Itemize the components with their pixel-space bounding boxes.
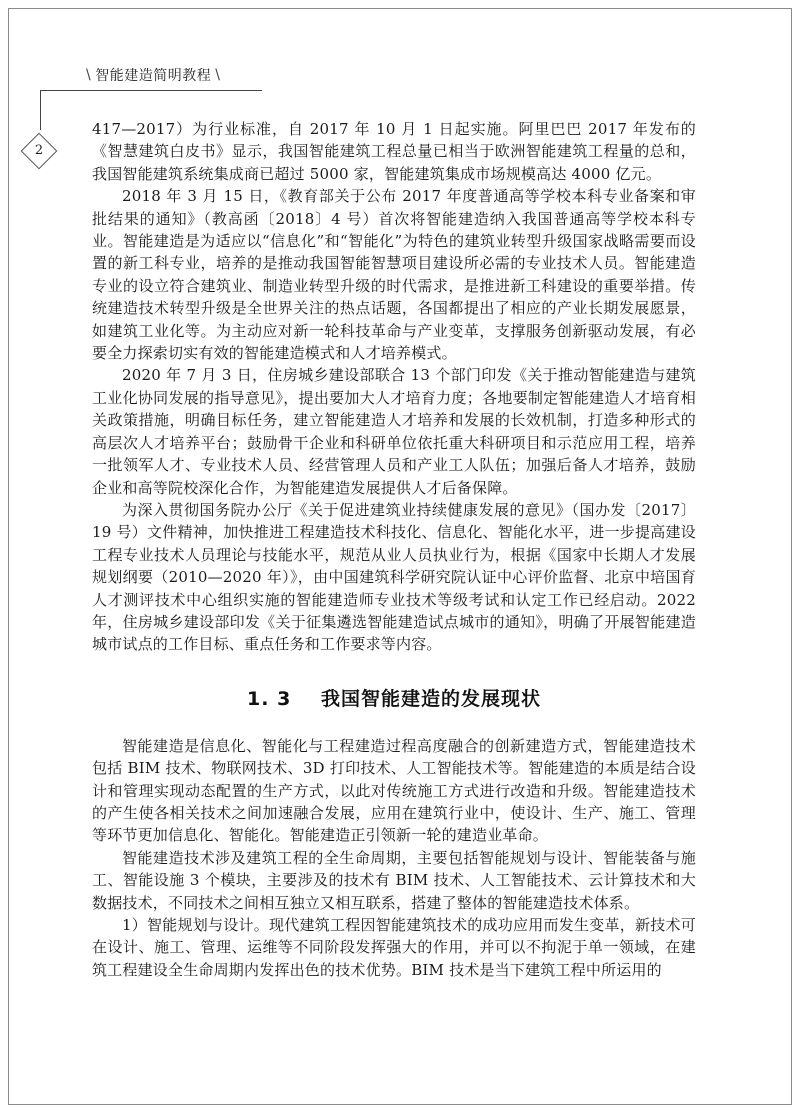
section-heading — [92, 684, 696, 711]
paragraph: 为深入贯彻国务院办公厅《关于促进建筑业持续健康发展的意见》（国办发〔2017〕19 号）文件精神，加快推进工程建造技术科技化、信息化、智能化水平，进一步提高建设工程专业技术人员理论与技能水平，规范从业人员执业行为，根据《国家中长期人才发展规划纲要（2010—2020 年）》，由中国建筑科学研究院认证中心评价监督、北京中培国育人才测评技术中心组织实施的智能建造师专业技术等级考试和认定工作已经启动。2022 年，住房城乡建设部印发《关于征集遴选智能建造试点城市的通知》，明确了开展智能建造城市试点的工作目标、重点任务和工作要求等内容。 — [92, 500, 696, 654]
paragraph: 1）智能规划与设计。现代建筑工程因智能建筑技术的成功应用而发生变革，新技术可在设计、施工、管理、运维等不同阶段发挥强大的作用，并可以不拘泥于单一领域，在建筑工程建设全生命周期内发挥出色的技术优势。BIM 技术是当下建筑工程中所运用的 — [92, 916, 696, 979]
header-slash-left: \ — [86, 67, 92, 83]
section-title: 我国智能建造的发展现状 — [320, 687, 541, 710]
header-vertical-rule — [40, 90, 41, 130]
paragraph: 智能建造技术涉及建筑工程的全生命周期，主要包括智能规划与设计、智能装备与施工、智能设施 3 个模块，主要涉及的技术有 BIM 技术、人工智能技术、云计算技术和大数据技术，不同技术之间相互独立又相互联系，搭建了整体的智能建造技术体系。 — [92, 848, 696, 912]
paragraph: 智能建造是信息化、智能化与工程建造过程高度融合的创新建造方式，智能建造技术包括 BIM 技术、物联网技术、3D 打印技术、人工智能技术等。智能建造的本质是结合设计和管理实现动态配置的生产方式，以此对传统施工方式进行改造和升级。智能建造技术的产生使各相关技术之间加速融合发展，应用在建筑行业中，使设计、生产、施工、管理等环节更加信息化、智能化。智能建造正引领新一轮的建造业革命。 — [92, 736, 696, 845]
header-rule — [40, 90, 262, 91]
header-slash-right: \ — [215, 67, 221, 83]
running-header — [82, 64, 224, 86]
page-number: 2 — [34, 143, 44, 158]
paragraph-continued: 417—2017）为行业标准，自 2017 年 10 月 1 日起实施。阿里巴巴 2017 年发布的《智慧建筑白皮书》显示，我国智能建筑工程总量已相当于欧洲智能建筑工程量的总和，我国智能建筑系统集成商已超过 5000 家，智能建筑集成市场规模高达 4000 亿元。 — [92, 120, 696, 183]
paragraph: 2020 年 7 月 3 日，住房城乡建设部联合 13 个部门印发《关于推动智能建造与建筑工业化协同发展的指导意见》，提出要加大人才培育力度；各地要制定智能建造人才培育相关政策措施，明确目标任务，建立智能建造人才培养和发展的长效机制，打造多种形式的高层次人才培养平台；鼓励骨干企业和科研单位依托重大科研项目和示范应用工程，培养一批领军人才、专业技术人员、经营管理人员和产业工人队伍；加强后备人才培养，鼓励企业和高等院校深化合作，为智能建造发展提供人才后备保障。 — [92, 366, 696, 497]
book-title: 智能建造简明教程 — [95, 68, 212, 84]
page-body — [92, 118, 696, 981]
section-number: 1. 3 — [247, 687, 292, 710]
paragraph: 2018 年 3 月 15 日，《教育部关于公布 2017 年度普通高等学校本科专业备案和审批结果的通知》（教高函〔2018〕4 号）首次将智能建造纳入我国普通高等学校本科专业。智能建造是为适应以“信息化”和“智能化”为特色的建筑业转型升级国家战略需要而设置的新工科专业，培养的是推动我国智能智慧项目建设所必需的专业技术人员。智能建造专业的设立符合建筑业、制造业转型升级的时代需求，是推进新工科建设的重要举措。传统建造技术转型升级是全世界关注的热点话题，各国都提出了相应的产业长期发展愿景，如建筑工业化等。为主动应对新一轮科技革命与产业变革，支撑服务创新驱动发展，有必要全力探索切实有效的智能建造模式和人才培养模式。 — [92, 187, 696, 363]
